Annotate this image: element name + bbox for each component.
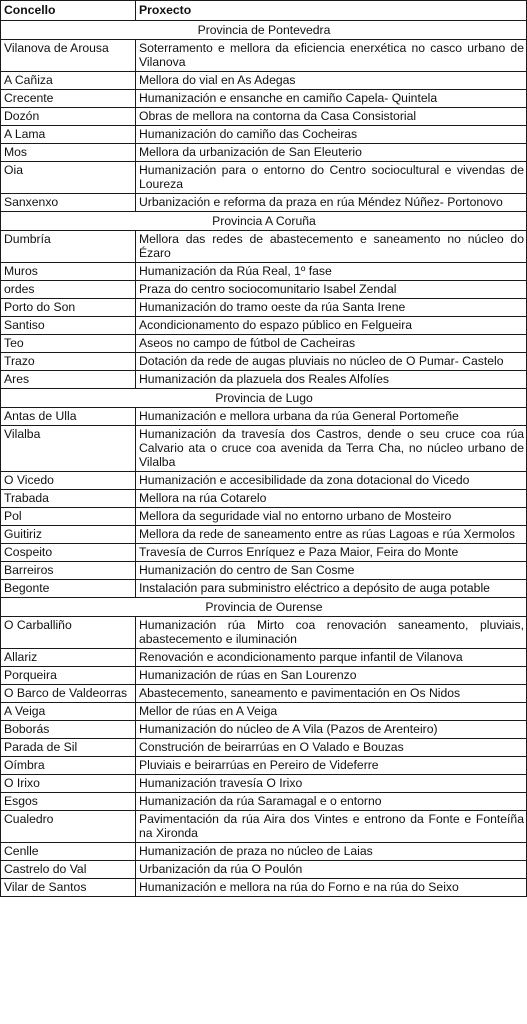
proxecto-cell: Travesía de Curros Enríquez e Paza Maior, Feira do Monte <box>136 544 527 562</box>
table-row <box>1 757 527 775</box>
province-row <box>1 212 527 231</box>
table-body <box>1 21 527 897</box>
table-row <box>1 263 527 281</box>
table-row <box>1 580 527 598</box>
concello-cell: Antas de Ulla <box>1 408 136 426</box>
concello-cell: Begonte <box>1 580 136 598</box>
proxecto-cell: Instalación para subministro eléctrico a depósito de auga potable <box>136 580 527 598</box>
concello-cell: A Cañiza <box>1 72 136 90</box>
concello-cell: Guitiriz <box>1 526 136 544</box>
proxecto-cell: Humanización do tramo oeste da rúa Santa Irene <box>136 299 527 317</box>
table-row <box>1 811 527 843</box>
proxecto-cell: Mellora do vial en As Adegas <box>136 72 527 90</box>
proxecto-cell: Mellor de rúas en A Veiga <box>136 703 527 721</box>
table-row <box>1 90 527 108</box>
proxecto-cell: Humanización e mellora na rúa do Forno e na rúa do Seixo <box>136 879 527 897</box>
proxecto-cell: Urbanización e reforma da praza en rúa Méndez Núñez- Portonovo <box>136 194 527 212</box>
table-row <box>1 649 527 667</box>
table-row <box>1 526 527 544</box>
table-row <box>1 472 527 490</box>
table-row <box>1 335 527 353</box>
concello-cell: Oia <box>1 162 136 194</box>
concello-cell: Cospeito <box>1 544 136 562</box>
concello-cell: Pol <box>1 508 136 526</box>
concello-cell: Dozón <box>1 108 136 126</box>
province-row <box>1 21 527 40</box>
concello-cell: ordes <box>1 281 136 299</box>
concello-cell: Santiso <box>1 317 136 335</box>
proxecto-cell: Praza do centro sociocomunitario Isabel Zendal <box>136 281 527 299</box>
proxecto-cell: Humanización de praza no núcleo de Laias <box>136 843 527 861</box>
concello-cell: Trazo <box>1 353 136 371</box>
table-row <box>1 843 527 861</box>
concello-cell: Esgos <box>1 793 136 811</box>
proxecto-cell: Mellora da urbanización de San Eleuterio <box>136 144 527 162</box>
province-row <box>1 389 527 408</box>
table-row <box>1 108 527 126</box>
proxecto-cell: Humanización do núcleo de A Vila (Pazos de Arenteiro) <box>136 721 527 739</box>
concello-cell: Porqueira <box>1 667 136 685</box>
table-row <box>1 371 527 389</box>
proxecto-cell: Humanización e accesibilidade da zona dotacional do Vicedo <box>136 472 527 490</box>
proxecto-cell: Humanización e ensanche en camiño Capela- Quintela <box>136 90 527 108</box>
proxecto-cell: Mellora na rúa Cotarelo <box>136 490 527 508</box>
table-row <box>1 544 527 562</box>
proxecto-cell: Abastecemento, saneamento e pavimentación en Os Nidos <box>136 685 527 703</box>
concello-cell: O Irixo <box>1 775 136 793</box>
concello-cell: O Vicedo <box>1 472 136 490</box>
concello-cell: Muros <box>1 263 136 281</box>
concello-cell: O Barco de Valdeorras <box>1 685 136 703</box>
table-row <box>1 231 527 263</box>
table-row <box>1 194 527 212</box>
table-row <box>1 793 527 811</box>
province-heading: Provincia de Ourense <box>1 598 527 617</box>
table-row <box>1 739 527 757</box>
proxecto-cell: Humanización para o entorno do Centro sociocultural e vivendas de Loureza <box>136 162 527 194</box>
concello-cell: Castrelo do Val <box>1 861 136 879</box>
concello-cell: Mos <box>1 144 136 162</box>
header-row <box>1 1 527 21</box>
proxecto-cell: Aseos no campo de fútbol de Cacheiras <box>136 335 527 353</box>
concello-cell: Trabada <box>1 490 136 508</box>
proxecto-cell: Urbanización da rúa O Poulón <box>136 861 527 879</box>
table-row <box>1 426 527 472</box>
table-row <box>1 562 527 580</box>
table-row <box>1 126 527 144</box>
proxecto-cell: Mellora da rede de saneamento entre as rúas Lagoas e rúa Xermolos <box>136 526 527 544</box>
proxecto-cell: Humanización da Rúa Real, 1º fase <box>136 263 527 281</box>
proxecto-cell: Acondicionamento do espazo público en Felgueira <box>136 317 527 335</box>
table-row <box>1 281 527 299</box>
table-row <box>1 72 527 90</box>
province-row <box>1 598 527 617</box>
concello-cell: Teo <box>1 335 136 353</box>
table-row <box>1 40 527 72</box>
proxecto-cell: Humanización e mellora urbana da rúa General Portomeñe <box>136 408 527 426</box>
table-row <box>1 408 527 426</box>
table-row <box>1 162 527 194</box>
table-row <box>1 703 527 721</box>
concello-cell: Porto do Son <box>1 299 136 317</box>
proxecto-cell: Dotación da rede de augas pluviais no núcleo de O Pumar- Castelo <box>136 353 527 371</box>
concello-cell: Parada de Sil <box>1 739 136 757</box>
province-heading: Provincia de Pontevedra <box>1 21 527 40</box>
proxecto-cell: Humanización do centro de San Cosme <box>136 562 527 580</box>
table-row <box>1 317 527 335</box>
concello-cell: Dumbría <box>1 231 136 263</box>
proxecto-cell: Mellora da seguridade vial no entorno urbano de Mosteiro <box>136 508 527 526</box>
concello-cell: Crecente <box>1 90 136 108</box>
proxecto-cell: Renovación e acondicionamento parque infantil de Vilanova <box>136 649 527 667</box>
province-heading: Provincia A Coruña <box>1 212 527 231</box>
concello-cell: A Lama <box>1 126 136 144</box>
table-row <box>1 667 527 685</box>
concello-cell: Vilanova de Arousa <box>1 40 136 72</box>
proxecto-cell: Mellora das redes de abastecemento e saneamento no núcleo do Ézaro <box>136 231 527 263</box>
table-row <box>1 775 527 793</box>
concello-cell: Cenlle <box>1 843 136 861</box>
concello-cell: Sanxenxo <box>1 194 136 212</box>
proxecto-cell: Humanización da plazuela dos Reales Alfolíes <box>136 371 527 389</box>
table-row <box>1 879 527 897</box>
proxecto-cell: Humanización rúa Mirto coa renovación saneamento, pluviais, abastecemento e iluminación <box>136 617 527 649</box>
proxecto-cell: Obras de mellora na contorna da Casa Consistorial <box>136 108 527 126</box>
proxecto-cell: Humanización de rúas en San Lourenzo <box>136 667 527 685</box>
table-row <box>1 721 527 739</box>
table-row <box>1 490 527 508</box>
table-row <box>1 617 527 649</box>
concello-cell: Ares <box>1 371 136 389</box>
proxecto-cell: Humanización da travesía dos Castros, dende o seu cruce coa rúa Calvario ata o cruce coa avenida da Terra Cha, no núcleo urbano de Vilalba <box>136 426 527 472</box>
table-row <box>1 144 527 162</box>
table-row <box>1 299 527 317</box>
proxecto-cell: Humanización travesía O Irixo <box>136 775 527 793</box>
concello-cell: O Carballiño <box>1 617 136 649</box>
proxecto-cell: Humanización do camiño das Cocheiras <box>136 126 527 144</box>
proxecto-cell: Pluviais e beirarrúas en Pereiro de Videferre <box>136 757 527 775</box>
table-row <box>1 861 527 879</box>
concello-cell: Barreiros <box>1 562 136 580</box>
concello-cell: Oímbra <box>1 757 136 775</box>
table-row <box>1 508 527 526</box>
table-row <box>1 353 527 371</box>
header-proxecto: Proxecto <box>136 1 527 21</box>
province-heading: Provincia de Lugo <box>1 389 527 408</box>
concello-cell: A Veiga <box>1 703 136 721</box>
concello-cell: Boborás <box>1 721 136 739</box>
concello-cell: Cualedro <box>1 811 136 843</box>
concello-cell: Vilar de Santos <box>1 879 136 897</box>
table-row <box>1 685 527 703</box>
concello-cell: Allariz <box>1 649 136 667</box>
concello-cell: Vilalba <box>1 426 136 472</box>
proxecto-cell: Pavimentación da rúa Aira dos Vintes e entrono da Fonte e Fonteíña na Xironda <box>136 811 527 843</box>
proxecto-cell: Soterramento e mellora da eficiencia enerxética no casco urbano de Vilanova <box>136 40 527 72</box>
header-concello: Concello <box>1 1 136 21</box>
proxecto-cell: Humanización da rúa Saramagal e o entorno <box>136 793 527 811</box>
proxecto-cell: Construción de beirarrúas en O Valado e Bouzas <box>136 739 527 757</box>
